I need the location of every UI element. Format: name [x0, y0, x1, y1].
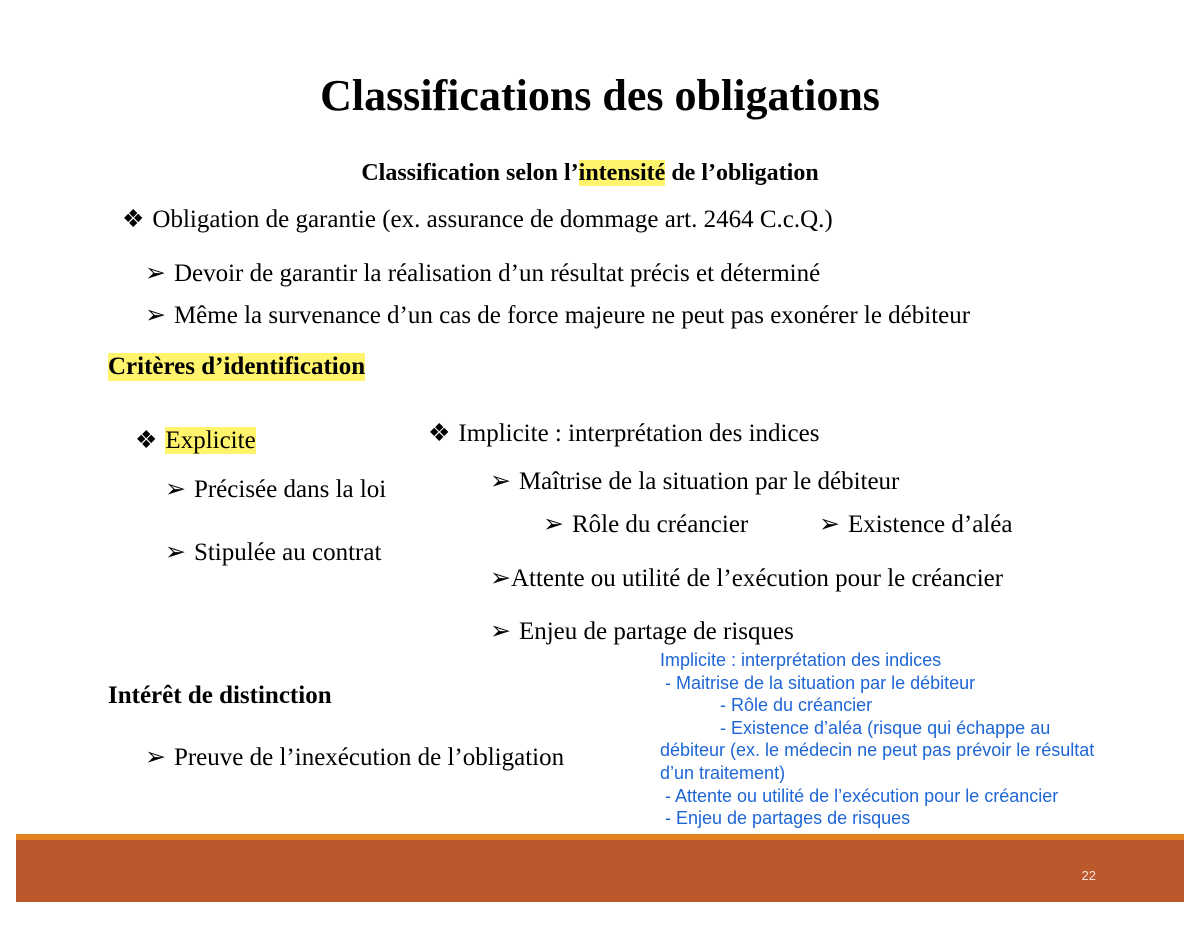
explicit-item-text: Précisée dans la loi	[193, 476, 387, 503]
slide-title: Classifications des obligations	[320, 71, 880, 120]
implicit-item	[490, 563, 1003, 593]
main-subitem	[145, 300, 970, 330]
explicit-item	[165, 474, 386, 504]
main-subitem-text: Même la survenance d’un cas de force majeure ne peut pas exonérer le débiteur	[173, 302, 971, 329]
note-line: - Rôle du créancier	[660, 695, 873, 716]
main-item	[122, 204, 833, 234]
interest-heading: Intérêt de distinction	[108, 682, 332, 709]
note-line: d’un traitement)	[660, 762, 786, 783]
subtitle-before: Classification selon l’	[361, 160, 579, 186]
arrowhead-bullet-icon: ➢	[819, 511, 840, 538]
handwritten-note	[660, 649, 1180, 830]
arrowhead-bullet-icon: ➢	[543, 511, 564, 538]
note-line: débiteur (ex. le médecin ne peut pas prévoir le résultat	[660, 740, 1095, 761]
implicit-item-text: Attente ou utilité de l’exécution pour le créancier	[510, 565, 1004, 592]
arrowhead-bullet-icon: ➢	[165, 539, 186, 566]
implicit-item-text: Maîtrise de la situation par le débiteur	[518, 468, 900, 495]
note-line: - Maitrise de la situation par le débiteur	[660, 672, 976, 693]
note-line: - Enjeu de partages de risques	[660, 808, 911, 829]
subtitle-highlight: intensité	[578, 160, 666, 186]
implicit-subitem	[543, 509, 748, 539]
subtitle-after: de l’obligation	[665, 160, 819, 186]
slide-subtitle	[0, 160, 1180, 187]
main-subitem-text: Devoir de garantir la réalisation d’un résultat précis et déterminé	[173, 260, 821, 287]
diamond-bullet-icon: ❖	[428, 420, 451, 447]
implicit-item	[490, 466, 899, 496]
main-item-text: Obligation de garantie (ex. assurance de dommage art. 2464 C.c.Q.)	[152, 206, 833, 233]
note-line: - Existence d’aléa (risque qui échappe au	[660, 717, 1051, 738]
explicit-item-text: Stipulée au contrat	[193, 539, 382, 566]
explicit-label	[135, 425, 256, 455]
implicit-subitem	[819, 509, 1012, 539]
note-line: - Attente ou utilité de l’exécution pour le créancier	[660, 785, 1059, 806]
arrowhead-bullet-icon: ➢	[490, 618, 511, 645]
explicit-item	[165, 537, 381, 567]
interest-item-text: Preuve de l’inexécution de l’obligation	[173, 744, 565, 771]
implicit-subitem-text: Rôle du créancier	[571, 511, 749, 538]
main-subitem	[145, 258, 820, 288]
arrowhead-bullet-icon: ➢	[145, 260, 166, 287]
arrowhead-bullet-icon: ➢	[490, 565, 511, 592]
arrowhead-bullet-icon: ➢	[165, 476, 186, 503]
note-line: Implicite : interprétation des indices	[660, 650, 942, 670]
explicit-label-text: Explicite	[165, 427, 256, 454]
diamond-bullet-icon: ❖	[135, 427, 158, 454]
arrowhead-bullet-icon: ➢	[145, 744, 166, 771]
implicit-subitem-text: Existence d’aléa	[847, 511, 1013, 538]
footer-bar	[16, 840, 1184, 902]
interest-item	[145, 742, 564, 772]
page-number: 22	[1081, 868, 1096, 883]
implicit-label	[428, 418, 819, 448]
arrowhead-bullet-icon: ➢	[145, 302, 166, 329]
criteria-heading: Critères d’identification	[108, 353, 366, 380]
diamond-bullet-icon: ❖	[122, 206, 145, 233]
arrowhead-bullet-icon: ➢	[490, 468, 511, 495]
implicit-item-text: Enjeu de partage de risques	[518, 618, 794, 645]
implicit-label-text: Implicite : interprétation des indices	[458, 420, 820, 447]
implicit-item	[490, 616, 794, 646]
